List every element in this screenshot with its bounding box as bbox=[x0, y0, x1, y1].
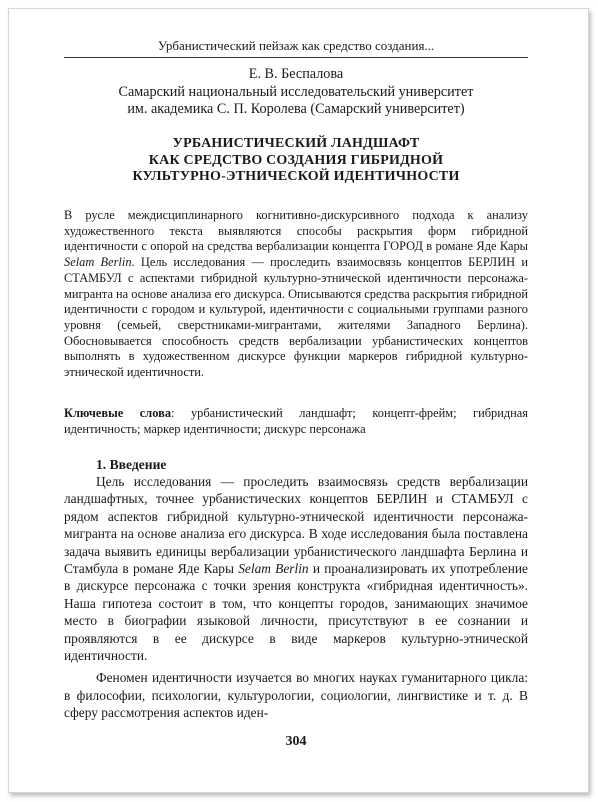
affiliation-line-2: им. академика С. П. Королева (Самарский университет) bbox=[127, 101, 465, 117]
section-heading: 1. Введение bbox=[96, 457, 167, 472]
running-head: Урбанистический пейзаж как средство создания... bbox=[64, 38, 528, 58]
body-paragraph-2: Феномен идентичности изучается во многих науках гуманитарного цикла: в философии, психологии, культурологии, социологии, лингвистике и т. д. В сферу рассмотрения аспектов иден- bbox=[64, 670, 528, 721]
keywords-text: : урбанистический ландшафт; концепт-фрейм; гибридная идентичность; маркер идентичности; дискурс персонажа bbox=[64, 406, 529, 436]
keywords-label: Ключевые слова bbox=[64, 406, 172, 420]
author-block bbox=[64, 66, 528, 119]
body-p1-text-2: и проанализировать их употребление в дискурсе персонажа с точки зрения конструкта «гибридная идентичность». Наша гипотеза состоит в том, что концепты городов, занимающих значимое место в биографии языковой личности, присутствуют в ее сознании и проявляются в ее дискурсе в виде маркеров культурно-этнической идентичности. bbox=[64, 561, 528, 664]
article-title bbox=[64, 136, 528, 186]
body-text bbox=[64, 473, 528, 722]
title-line-1: УРБАНИСТИЧЕСКИЙ ЛАНДШАФТ bbox=[172, 136, 420, 151]
body-paragraph-1 bbox=[64, 473, 528, 664]
abstract-text-1: В русле междисциплинарного когнитивно-дискурсивного подхода к анализу художественного текста выявляются способы раскрытия форм гибридной идентичности с опорой на средства вербализации концепта ГОРОД в романе Яде Кары bbox=[64, 208, 528, 254]
title-line-3: КУЛЬТУРНО-ЭТНИЧЕСКОЙ ИДЕНТИЧНОСТИ bbox=[132, 169, 460, 184]
abstract bbox=[64, 208, 528, 398]
title-line-2: КАК СРЕДСТВО СОЗДАНИЯ ГИБРИДНОЙ bbox=[148, 152, 444, 168]
body-p1-novel-title: Selam Berlin bbox=[238, 561, 309, 577]
abstract-novel-title: Selam Berlin bbox=[64, 255, 132, 270]
affiliation-line-1: Самарский национальный исследовательский университет bbox=[118, 83, 474, 100]
page-number: 304 bbox=[285, 734, 307, 749]
author-name: Е. В. Беспалова bbox=[248, 66, 344, 82]
body-p1-text-1: Цель исследования — проследить взаимосвязь средств вербализации ландшафтных, точнее урбанистических концептов БЕРЛИН и СТАМБУЛ с рядом аспектов гибридной культурно-этнической идентичности персонажа-мигранта на основе анализа его дискурса. В ходе исследования была поставлена задача выявить единицы вербализации урбанистического ландшафта Берлина и Стамбула в романе Яде Кары bbox=[64, 474, 528, 577]
abstract-text-2: . Цель исследования — проследить взаимосвязь концептов БЕРЛИН и СТАМБУЛ с аспектами гибридной культурно-этнической идентичности персонажа-мигранта на основе анализа его дискурса. Описываются средства раскрытия гибридной идентичности с городом и культурой, идентичности с социальными группами разного уровня (семьей, сверстниками-мигрантами, жителями Западного Берлина). Обосновывается способность средств вербализации урбанистических концептов выполнять в художественном дискурсе функции маркеров гибридной культурно-этнической идентичности. bbox=[64, 255, 528, 380]
keywords bbox=[64, 406, 528, 437]
